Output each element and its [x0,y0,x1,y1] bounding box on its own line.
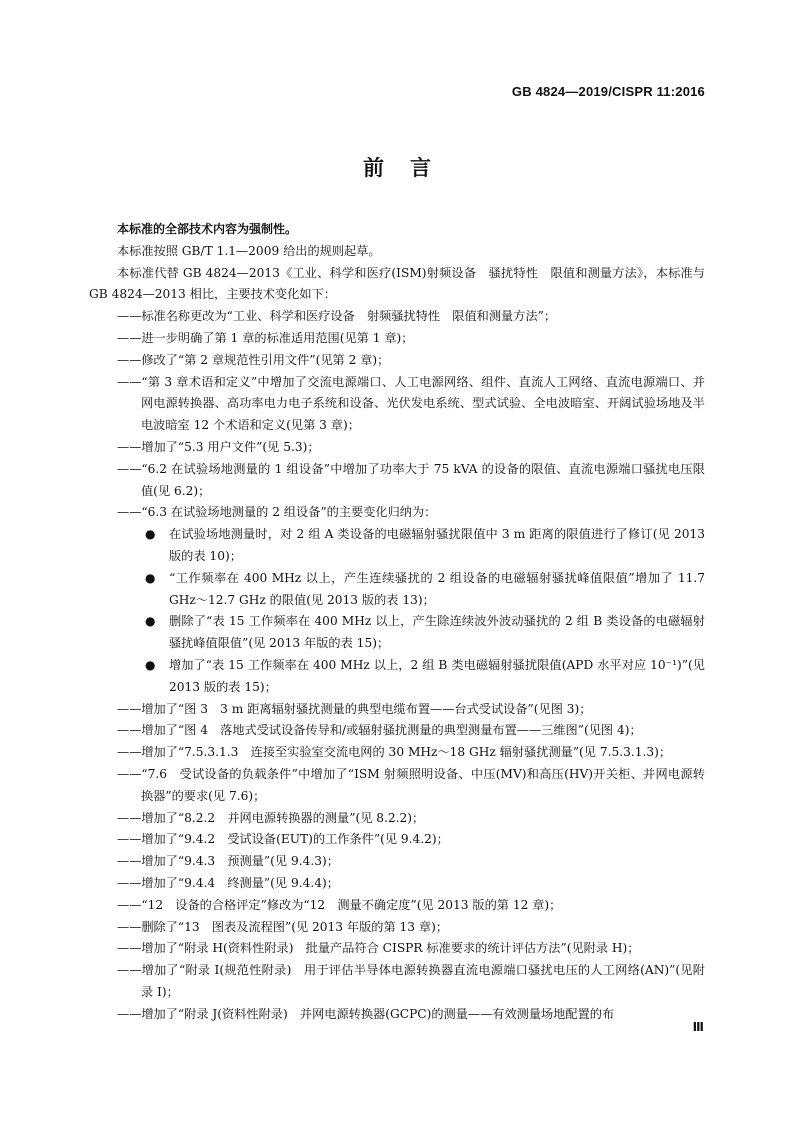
paragraph-mandatory: 本标准的全部技术内容为强制性。 [117,222,298,236]
change-item: ——“6.3 在试验场地测量的 2 组设备”的主要变化归纳为： [117,505,437,520]
bullet-item [89,655,705,699]
bullet-dot-icon: ● [145,570,156,585]
change-item: ——增加了“9.4.3 预测量”(见 9.4.3)； [117,854,339,869]
paragraph-drafting-rules: 本标准按照 GB/T 1.1—2009 给出的规则起草。 [117,243,381,258]
bullet-item [89,568,705,612]
paragraph-replacement: 本标准代替 GB 4824—2013《工业、科学和医疗(ISM)射频设备 骚扰特性 限值和测量方法》，本标准与 GB 4824—2013 相比，主要技术变化如下： [89,265,705,302]
bullet-item [89,611,705,655]
change-item: ——增加了“图 3 3 m 距离辐射骚扰测量的典型电缆布置——台式受试设备”(见图 3)； [117,701,592,716]
change-item: ——增加了“9.4.2 受试设备(EUT)的工作条件”(见 9.4.2)； [117,832,449,847]
change-item: ——增加了“5.3 用户文件”(见 5.3)； [117,439,320,454]
change-item: ——增加了“7.5.3.1.3 连接至实验室交流电网的 30 MHz～18 GHz 辐射骚扰测量”(见 7.5.3.1.3)； [117,745,672,760]
change-item: ——删除了“13 图表及流程图”(见 2013 年版的第 13 章)； [117,919,449,934]
bullet-dot-icon: ● [145,527,156,542]
change-item: ——增加了“9.4.4 终测量”(见 9.4.4)； [117,875,339,890]
change-item: ——“7.6 受试设备的负载条件”中增加了“ISM 射频照明设备、中压(MV)和高压(HV)开关柜、并网电源转换器”的要求(见 7.6)； [117,766,705,803]
change-item: ——增加了“附录 H(资料性附录) 批量产品符合 CISPR 标准要求的统计评估方法”(见附录 H)； [117,941,640,956]
bullet-text: 在试验场地测量时，对 2 组 A 类设备的电磁辐射骚扰限值中 3 m 距离的限值进行了修订(见 2013 版的表 10)； [169,527,705,563]
change-item: ——“12 设备的合格评定”修改为“12 测量不确定度”(见 2013 版的第 12 章)； [117,897,562,912]
bullet-item [89,524,705,568]
change-item: ——增加了“附录 I(规范性附录) 用于评估半导体电源转换器直流电源端口骚扰电压的人工网络(AN)”(见附录 I)； [117,963,705,999]
change-item: ——标准名称更改为“工业、科学和医疗设备 射频骚扰特性 限值和测量方法”； [117,309,557,324]
change-item: ——“第 3 章术语和定义”中增加了交流电源端口、人工电源网络、组件、直流人工网络、直流电源端口、并网电源转换器、高功率电力电子系统和设备、光伏发电系统、型式试验、全电波暗室、开阔试验场地及半电波暗室 12 个术语和定义(见第 3 章)； [117,374,705,433]
page-number: Ⅲ [692,1020,704,1034]
foreword-body [89,219,705,1025]
bullet-text: 增加了“表 15 工作频率在 400 MHz 以上，2 组 B 类电磁辐射骚扰限值(APD 水平对应 10⁻¹)”(见 2013 版的表 15)； [169,657,705,694]
change-item: ——修改了“第 2 章规范性引用文件”(见第 2 章)； [117,352,390,367]
change-item: ——增加了“图 4 落地式受试设备传导和/或辐射骚扰测量的典型测量布置——三维图”(见图 4)； [117,723,642,738]
bullet-text: 删除了“表 15 工作频率在 400 MHz 以上，产生除连续波外波动骚扰的 2 组 B 类设备的电磁辐射骚扰峰值限值”(见 2013 年版的表 15)； [169,614,705,651]
change-item: ——增加了“8.2.2 并网电源转换器的测量”(见 8.2.2)； [117,810,425,825]
change-item: ——进一步明确了第 1 章的标准适用范围(见第 1 章)； [117,330,414,345]
change-item: ——“6.2 在试验场地测量的 1 组设备”中增加了功率大于 75 kVA 的设备的限值、直流电源端口骚扰电压限值(见 6.2)； [117,461,705,498]
change-item: ——增加了“附录 J(资料性附录) 并网电源转换器(GCPC)的测量——有效测量场地配置的布 [117,1006,615,1021]
standard-number: GB 4824—2019/CISPR 11:2016 [511,84,705,99]
bullet-text: “工作频率在 400 MHz 以上，产生连续骚扰的 2 组设备的电磁辐射骚扰峰值限值”增加了 11.7 GHz～12.7 GHz 的限值(见 2013 版的表 13)； [169,570,705,607]
page-title: 前言 [363,156,457,180]
bullet-dot-icon: ● [145,614,156,629]
bullet-dot-icon: ● [145,657,156,672]
